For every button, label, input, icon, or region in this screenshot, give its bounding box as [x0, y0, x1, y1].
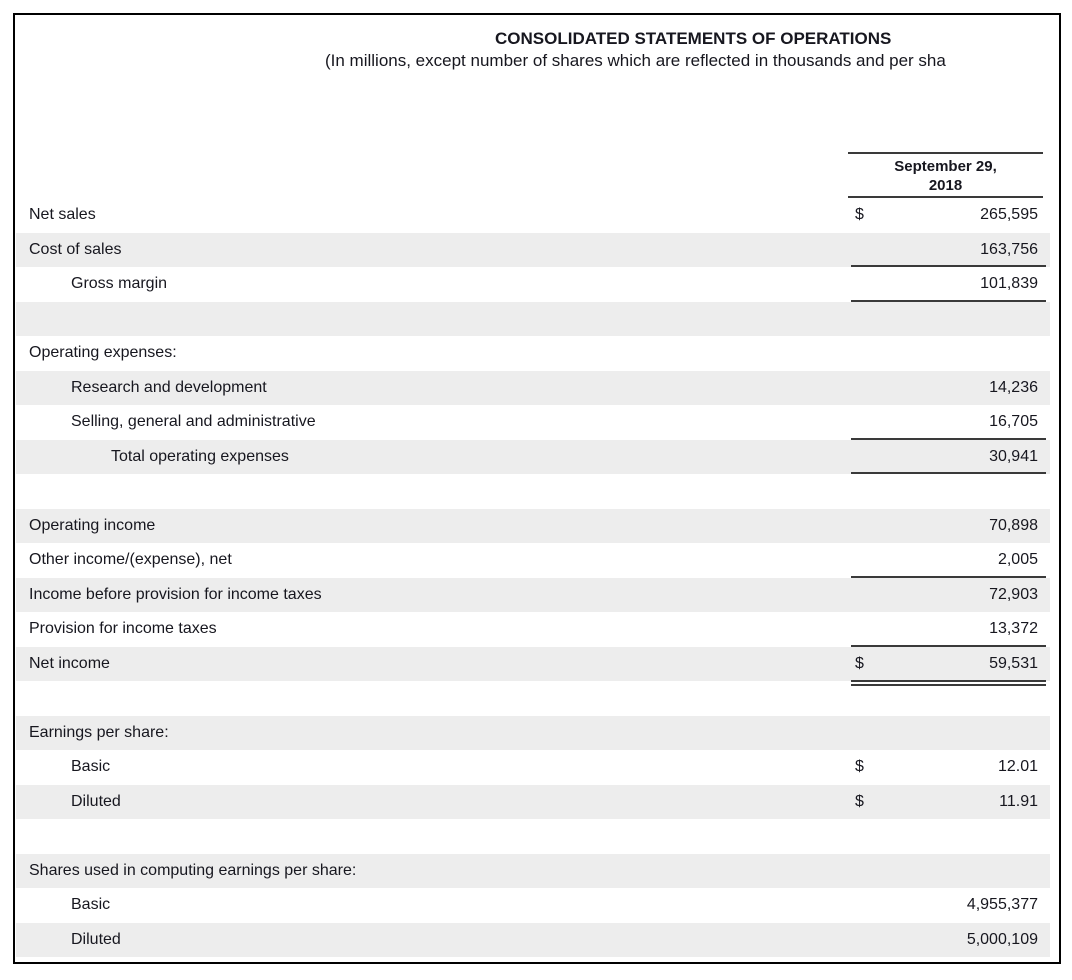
- row-label: Total operating expenses: [111, 447, 289, 465]
- row-value: 13,372: [989, 620, 1038, 638]
- table-row: [16, 888, 1050, 923]
- row-amount: [851, 716, 1046, 751]
- currency-symbol: $: [855, 758, 864, 776]
- table-row: [16, 716, 1050, 751]
- period-column-header: [848, 152, 1043, 198]
- row-amount: [851, 854, 1046, 889]
- period-header-line1: September 29,: [894, 158, 997, 175]
- currency-symbol: $: [855, 792, 864, 810]
- row-value: 2,005: [997, 551, 1038, 569]
- row-amount: [851, 336, 1046, 371]
- table-row: [16, 233, 1050, 268]
- row-amount: [851, 785, 1046, 820]
- row-label: Net sales: [29, 206, 96, 224]
- table-row: [16, 509, 1050, 544]
- row-amount: [851, 371, 1046, 406]
- row-label: Net income: [29, 654, 110, 672]
- row-amount: [851, 888, 1046, 923]
- row-value: 163,756: [980, 240, 1038, 258]
- row-value: 101,839: [980, 275, 1038, 293]
- row-amount: [851, 267, 1046, 302]
- row-amount: [851, 612, 1046, 647]
- row-value: 59,531: [989, 654, 1038, 672]
- table-row: [16, 267, 1050, 302]
- row-amount: [851, 405, 1046, 440]
- row-amount: [851, 819, 1046, 854]
- table-row: [16, 923, 1050, 958]
- row-value: 11.91: [999, 792, 1038, 810]
- table-row: [16, 405, 1050, 440]
- row-amount: [851, 302, 1046, 337]
- row-amount: [851, 198, 1046, 233]
- table-row: [16, 681, 1050, 716]
- row-value: 265,595: [980, 206, 1038, 224]
- table-row: [16, 302, 1050, 337]
- row-amount: [851, 578, 1046, 613]
- row-amount: [851, 474, 1046, 509]
- row-amount: [851, 647, 1046, 682]
- row-amount: [851, 923, 1046, 958]
- table-row: [16, 198, 1050, 233]
- row-label: Diluted: [71, 792, 121, 810]
- row-label: Basic: [71, 896, 111, 914]
- row-label: Operating income: [29, 516, 156, 534]
- table-row: [16, 543, 1050, 578]
- row-amount: [851, 440, 1046, 475]
- table-row: [16, 819, 1050, 854]
- table-row: [16, 336, 1050, 371]
- table-row: [16, 474, 1050, 509]
- row-value: 30,941: [989, 447, 1038, 465]
- table-row: [16, 371, 1050, 406]
- row-label: Income before provision for income taxes: [29, 585, 322, 603]
- row-value: 4,955,377: [966, 896, 1038, 914]
- page-border: [13, 13, 1061, 964]
- row-label: Gross margin: [71, 275, 168, 293]
- row-value: 16,705: [989, 413, 1038, 431]
- table-row: [16, 750, 1050, 785]
- row-label: Earnings per share:: [29, 723, 169, 741]
- row-amount: [851, 233, 1046, 268]
- row-label: Operating expenses:: [29, 344, 177, 362]
- row-value: 70,898: [989, 516, 1038, 534]
- table-row: [16, 578, 1050, 613]
- table-row: [16, 647, 1050, 682]
- row-amount: [851, 543, 1046, 578]
- statement-table-body: [16, 198, 1050, 957]
- table-row: [16, 785, 1050, 820]
- row-label: Diluted: [71, 930, 121, 948]
- row-label: Shares used in computing earnings per share:: [29, 861, 357, 879]
- currency-symbol: $: [855, 654, 864, 672]
- period-header-line2: 2018: [928, 177, 963, 194]
- row-label: Cost of sales: [29, 240, 122, 258]
- row-amount: [851, 509, 1046, 544]
- currency-symbol: $: [855, 206, 864, 224]
- row-label: Selling, general and administrative: [71, 413, 316, 431]
- statement-subtitle: (In millions, except number of shares which are reflected in thousands and per sha: [325, 51, 946, 70]
- row-value: 12.01: [997, 758, 1038, 776]
- row-label: Research and development: [71, 378, 267, 396]
- row-value: 72,903: [989, 585, 1038, 603]
- row-amount: [851, 750, 1046, 785]
- row-amount: [851, 681, 1046, 716]
- row-value: 5,000,109: [966, 930, 1038, 948]
- table-row: [16, 612, 1050, 647]
- row-label: Other income/(expense), net: [29, 551, 232, 569]
- table-row: [16, 440, 1050, 475]
- table-row: [16, 854, 1050, 889]
- row-value: 14,236: [989, 378, 1038, 396]
- statement-title: CONSOLIDATED STATEMENTS OF OPERATIONS: [495, 29, 892, 48]
- row-label: Provision for income taxes: [29, 620, 217, 638]
- row-label: Basic: [71, 758, 111, 776]
